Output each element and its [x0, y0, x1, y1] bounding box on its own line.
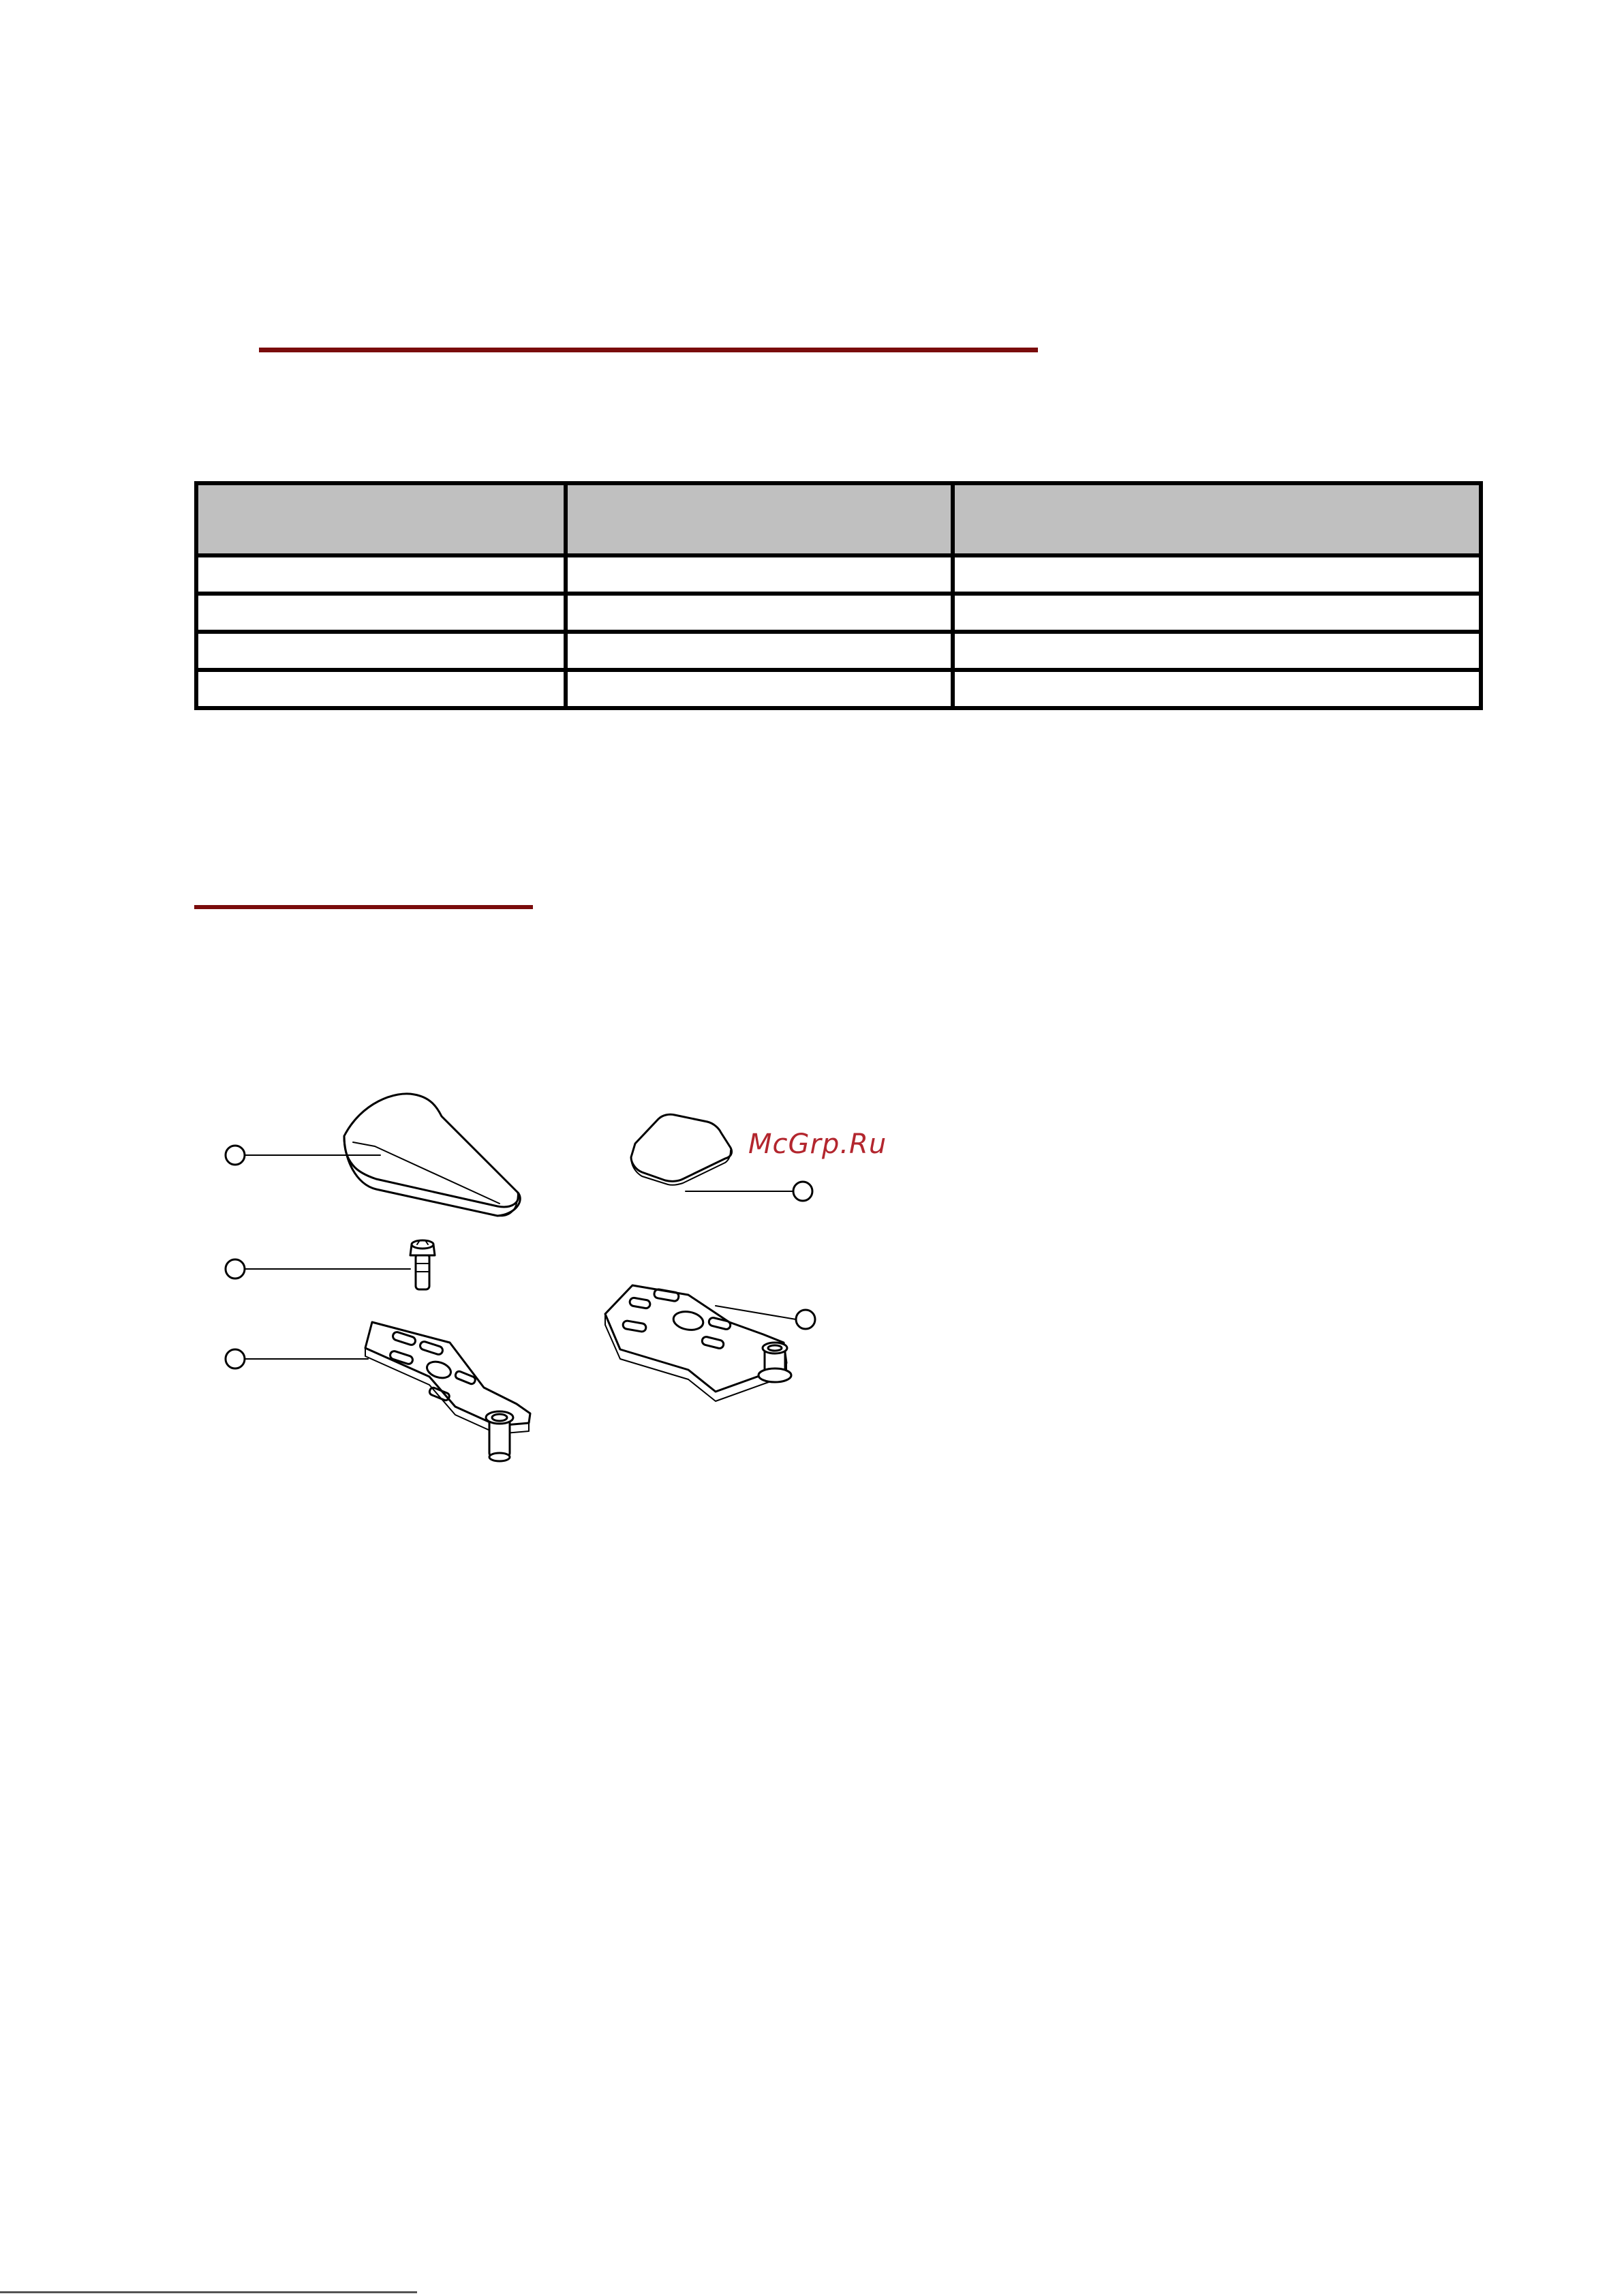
lower-hinge-bracket-part	[365, 1322, 530, 1461]
table-cell	[196, 594, 566, 632]
table-cell	[566, 632, 953, 670]
table-row	[196, 670, 1481, 708]
table-cell	[566, 670, 953, 708]
callout-marker	[226, 1259, 410, 1279]
table-cell	[196, 670, 566, 708]
table-cell	[566, 594, 953, 632]
table-header-cell	[196, 483, 566, 555]
screw-part	[410, 1240, 435, 1289]
upper-hinge-bracket-part	[605, 1285, 791, 1401]
table-cell	[953, 632, 1481, 670]
table-row	[196, 632, 1481, 670]
table-cell	[953, 594, 1481, 632]
hinge-parts-diagram	[198, 1077, 913, 1486]
table-row	[196, 594, 1481, 632]
table-header-row	[196, 483, 1481, 555]
table-cell	[196, 632, 566, 670]
watermark-text: McGrp.Ru	[748, 1129, 887, 1160]
table-cell	[953, 670, 1481, 708]
table-cell	[566, 555, 953, 594]
table-header-cell	[566, 483, 953, 555]
callout-marker	[686, 1182, 812, 1201]
table-cell	[196, 555, 566, 594]
callout-marker	[226, 1349, 368, 1368]
table-cell	[953, 555, 1481, 594]
adhesive-pad-part	[631, 1114, 732, 1185]
spec-table	[194, 481, 1483, 710]
footnote-separator	[0, 2291, 417, 2293]
table-row	[196, 555, 1481, 594]
section-heading-underline	[259, 348, 1038, 352]
section-heading-underline	[194, 905, 533, 909]
table-header-cell	[953, 483, 1481, 555]
